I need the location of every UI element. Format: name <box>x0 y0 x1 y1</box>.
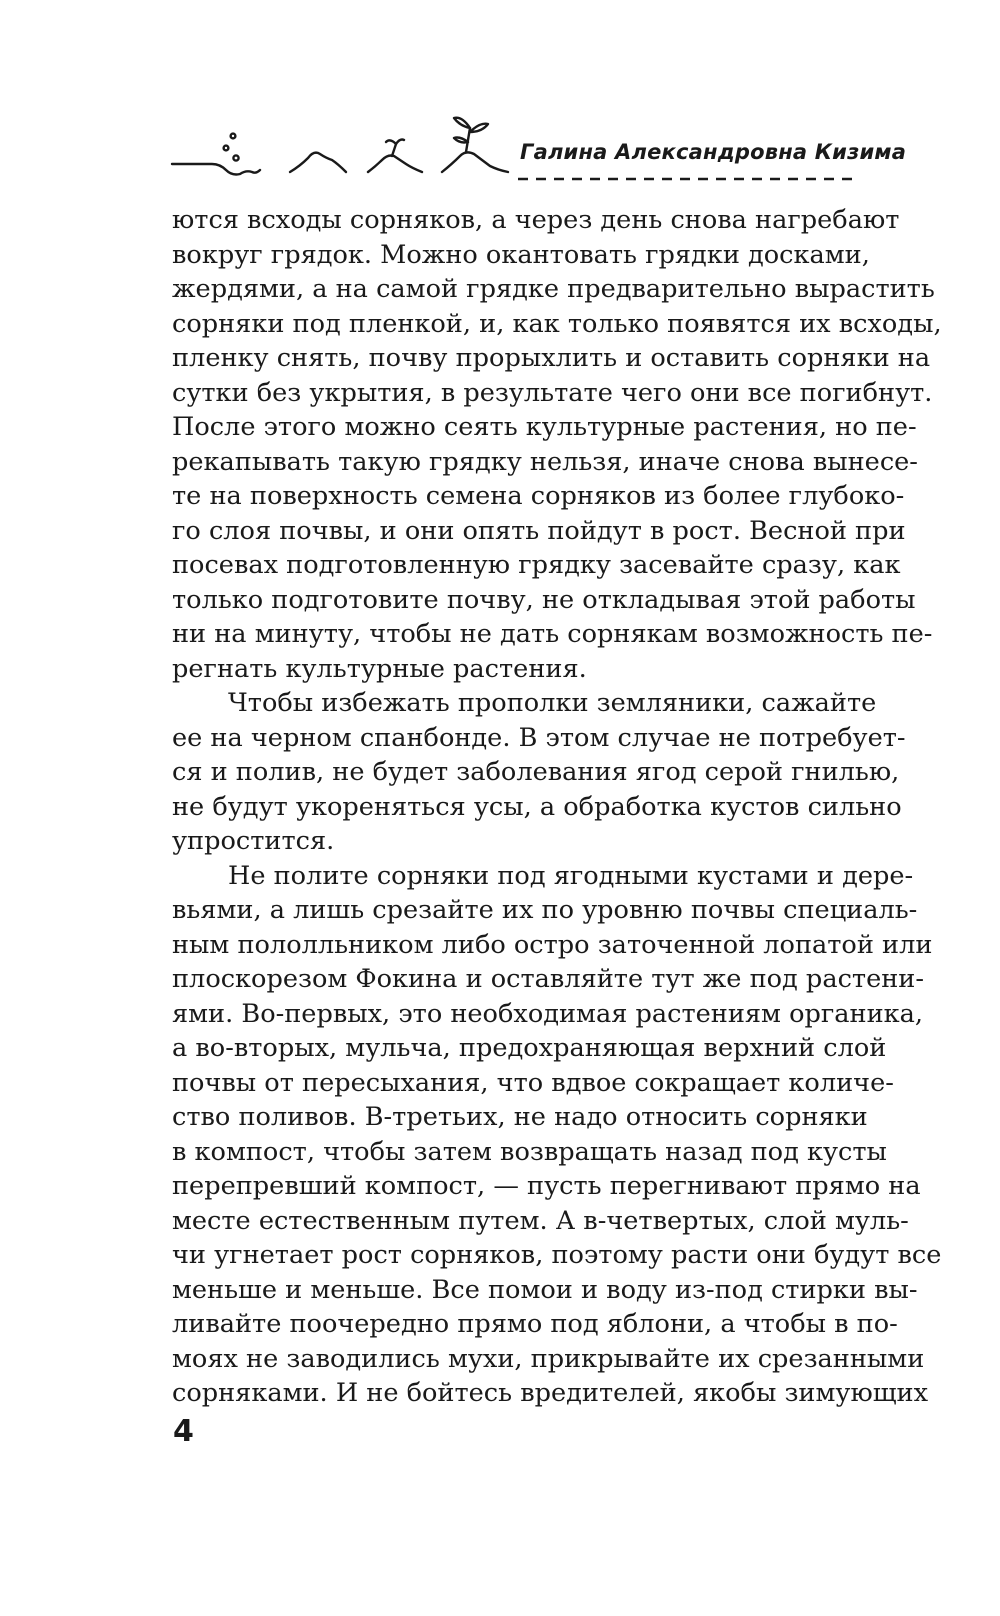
text-line: меньше и меньше. Все помои и воду из-под стирки вы- <box>172 1274 918 1305</box>
text-line: не будут укореняться усы, а обработка кустов сильно <box>172 791 902 822</box>
text-line: жердями, а на самой грядке предварительно вырастить <box>172 274 935 304</box>
text-line: Чтобы избежать прополки земляники, сажайте <box>228 688 877 718</box>
text-line: рекапывать такую грядку нельзя, иначе снова вынесе- <box>172 446 918 477</box>
text-line: плоскорезом Фокина и оставляйте тут же под растени- <box>172 964 924 994</box>
text-line: чи угнетает рост сорняков, поэтому расти они будут все <box>172 1240 942 1270</box>
text-line: регнать культурные растения. <box>172 653 587 684</box>
text-line: перепревший компост, — пусть перегнивают прямо на <box>172 1171 921 1201</box>
text-line: пленку снять, почву прорыхлить и оставить сорняки на <box>172 343 931 373</box>
text-line: Не полите сорняки под ягодными кустами и дере- <box>228 860 914 891</box>
text-line: те на поверхность семена сорняков из более глубоко- <box>172 481 905 511</box>
text-line: ее на черном спанбонде. В этом случае не потребует- <box>172 722 906 753</box>
text-line: посевах подготовленную грядку засевайте сразу, как <box>172 550 901 580</box>
text-line: ливайте поочередно прямо под яблони, а чтобы в по- <box>172 1309 898 1339</box>
text-line: ями. Во-первых, это необходимая растениям органика, <box>172 998 924 1029</box>
text-line: ся и полив, не будет заболевания ягод серой гнилью, <box>172 757 900 787</box>
text-line: вокруг грядок. Можно окантовать грядки досками, <box>172 239 870 270</box>
text-line: в компост, чтобы затем возвращать назад под кусты <box>172 1136 887 1167</box>
text-line: моях не заводились мухи, прикрывайте их срезанными <box>172 1343 925 1374</box>
dashed-rule <box>516 177 856 181</box>
text-line: вьями, а лишь срезайте их по уровню почвы специаль- <box>172 895 918 925</box>
text-line: ным пололльником либо остро заточенной лопатой или <box>172 929 933 960</box>
text-line: сутки без укрытия, в результате чего они все погибнут. <box>172 377 933 408</box>
text-line: го слоя почвы, и они опять пойдут в рост. Весной при <box>172 515 906 546</box>
text-line: ни на минуту, чтобы не дать сорнякам возможность пе- <box>172 619 933 649</box>
text-line: упростится. <box>172 826 335 856</box>
text-line: сорняками. И не бойтесь вредителей, якобы зимующих <box>172 1378 929 1408</box>
body-text <box>172 203 942 1411</box>
page-number: 4 <box>173 1414 194 1449</box>
running-header <box>0 0 1000 200</box>
text-line: а во-вторых, мульча, предохраняющая верхний слой <box>172 1033 887 1063</box>
text-line: месте естественным путем. А в-четвертых, слой муль- <box>172 1205 909 1236</box>
text-line: ство поливов. В-третьих, не надо относить сорняки <box>172 1102 868 1132</box>
sprouting-seed-progression-icon <box>170 108 520 188</box>
text-line: только подготовите почву, не откладывая этой работы <box>172 584 916 615</box>
text-line: почвы от пересыхания, что вдвое сокращает количе- <box>172 1067 894 1098</box>
author-name: Галина Александровна Кизима <box>520 140 907 164</box>
text-line: ются всходы сорняков, а через день снова нагребают <box>172 205 900 235</box>
text-line: После этого можно сеять культурные растения, но пе- <box>172 412 917 442</box>
text-line: сорняки под пленкой, и, как только появятся их всходы, <box>172 308 942 339</box>
